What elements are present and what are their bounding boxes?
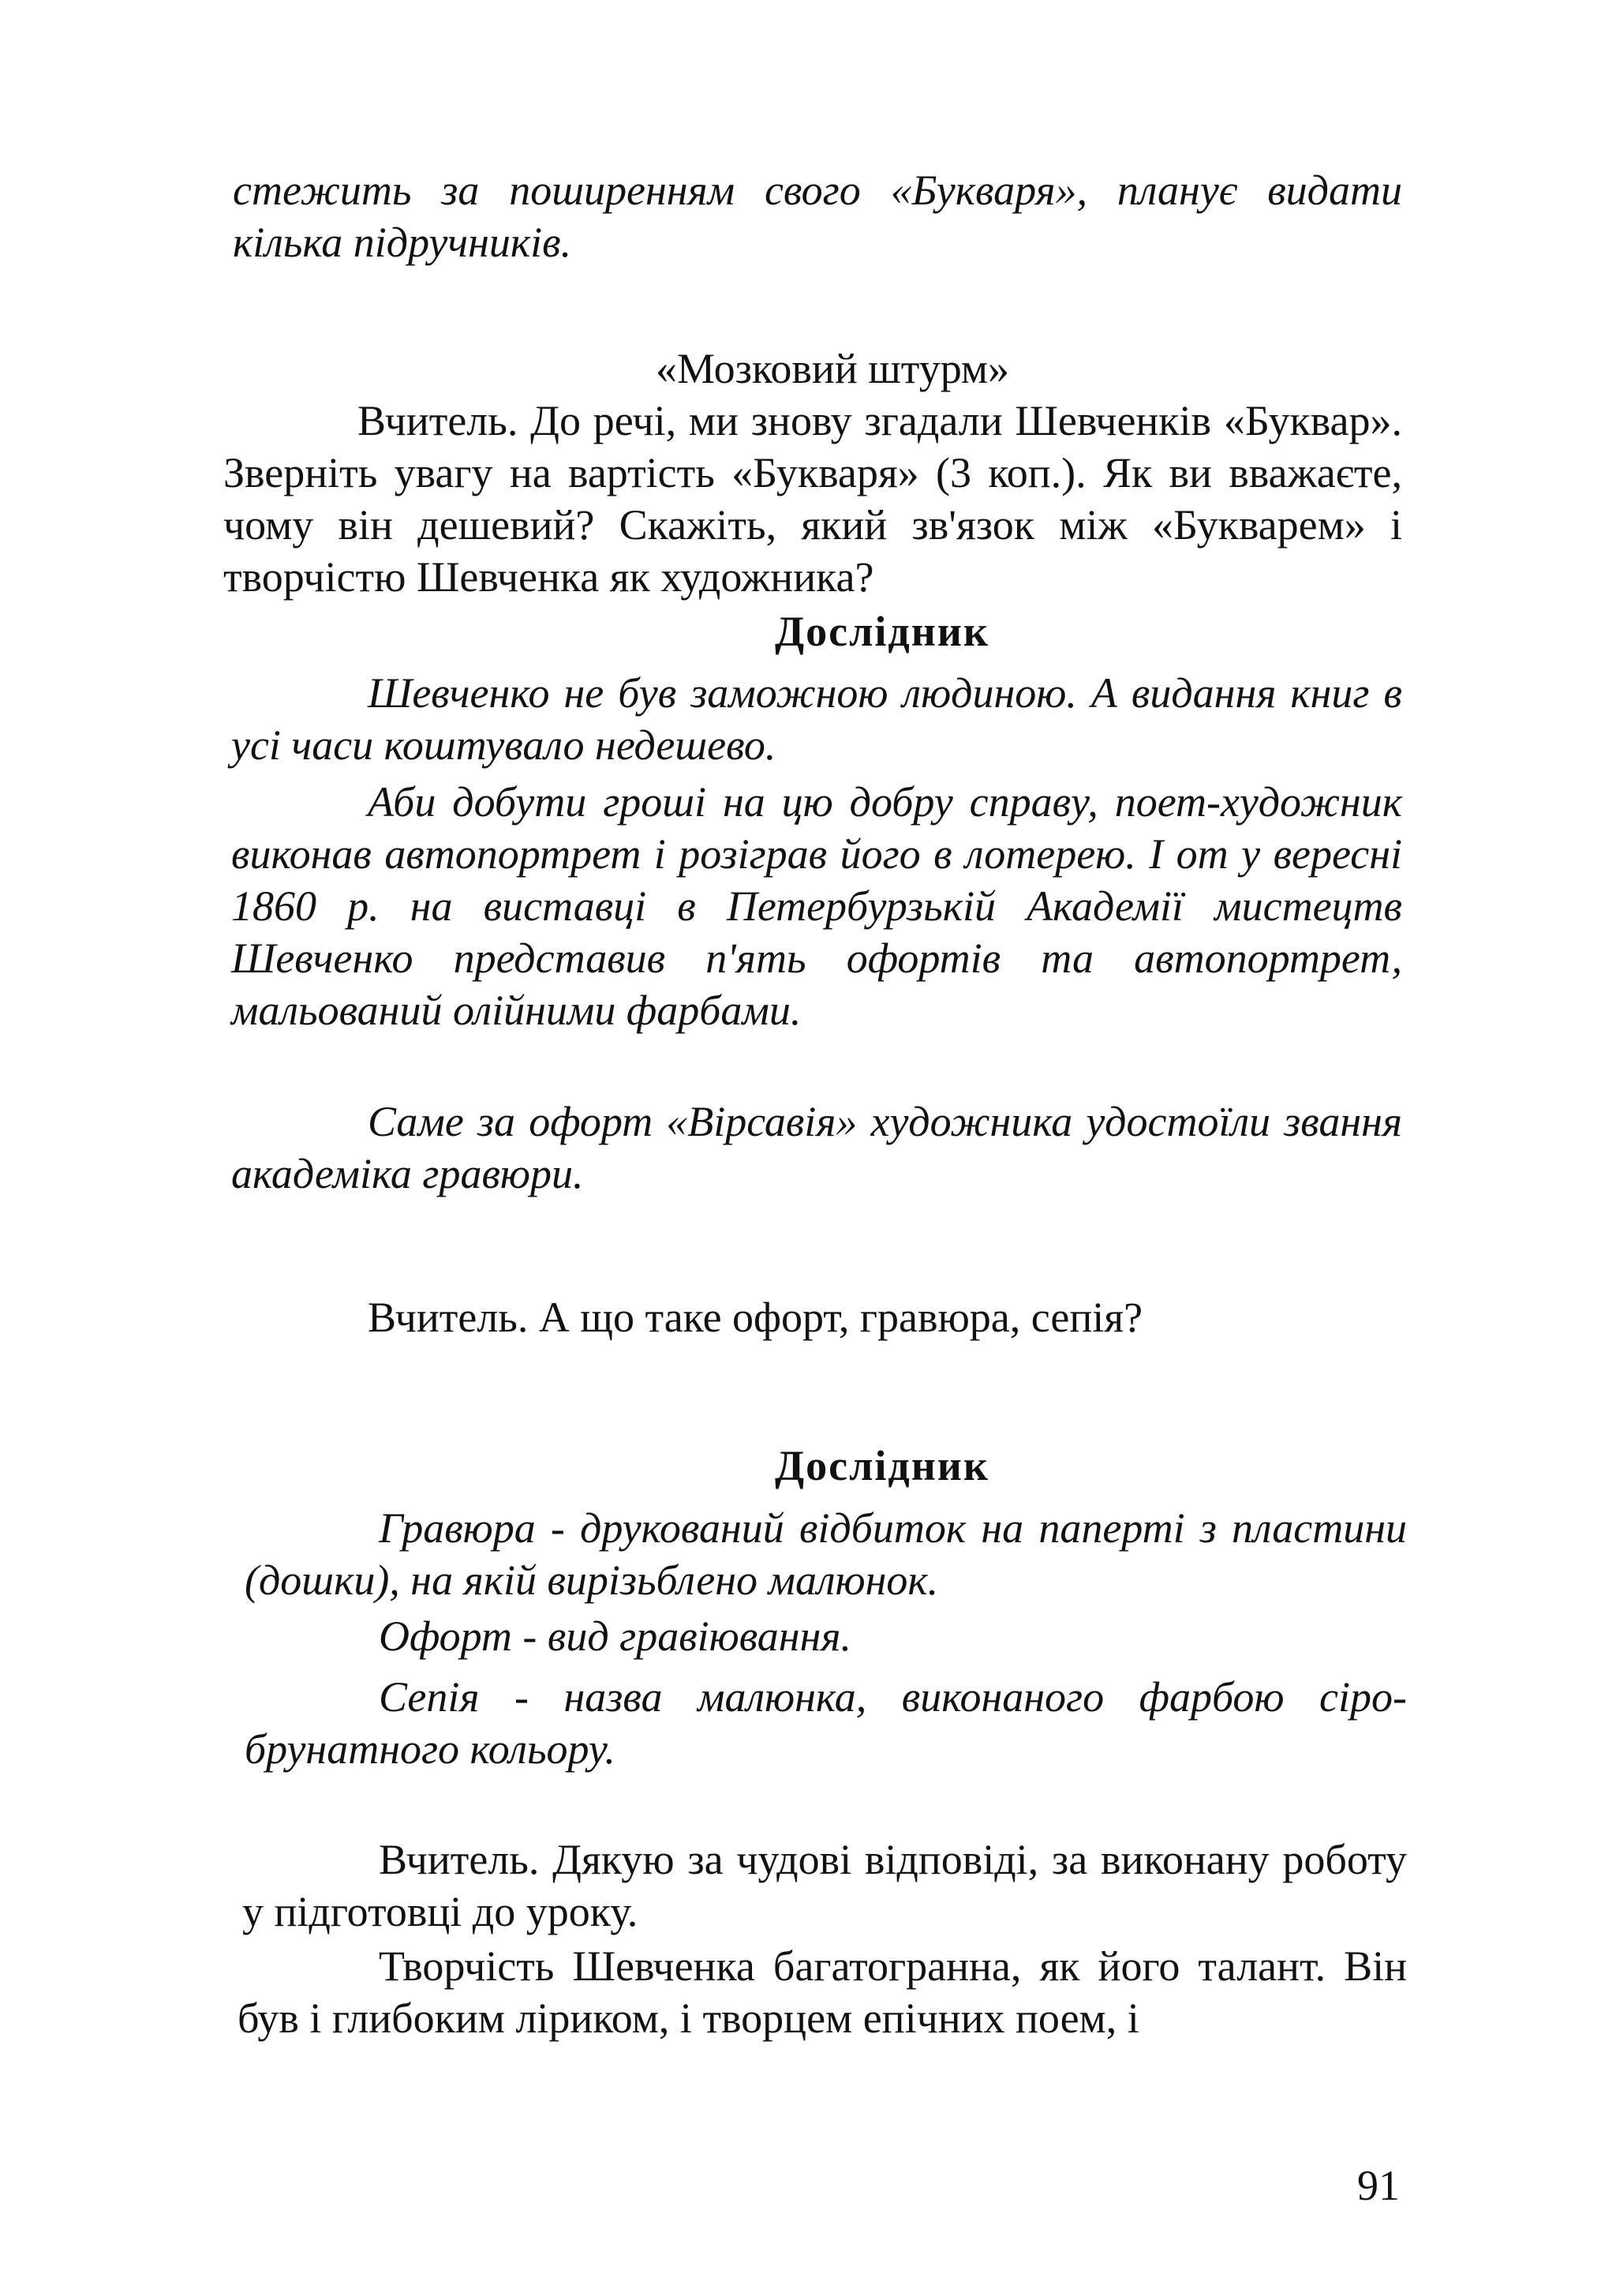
paragraph-continuation: стежить за поширенням свого «Букваря», планує видати кілька підручників.: [233, 167, 1402, 266]
researcher-1-paragraph-1: Шевченко не був заможною людиною. А видання книг в усі часи коштувало недешево.: [231, 669, 1402, 769]
researcher-label-1: Дослідник: [774, 608, 990, 655]
teacher-question-1: Вчитель. До речі, ми знову згадали Шевченків «Буквар». Зверніть увагу на вартість «Букваря» (3 коп.). Як ви вважаєте, чому він дешевий? Скажіть, який зв'язок між «Букварем» і творчістю Шевченка як художника?: [223, 397, 1402, 601]
researcher-2-paragraph-1: Гравюра - друкований відбиток на паперті з пластини (дошки), на якій вирізьблено малюнок.: [245, 1504, 1407, 1604]
brainstorm-title: «Мозковий штурм»: [655, 345, 1010, 392]
teacher-question-2: Вчитель. А що таке офорт, гравюра, сепія?: [368, 1294, 1143, 1341]
researcher-2-paragraph-2: Офорт - вид гравіювання.: [379, 1612, 851, 1660]
page-number: 91: [1357, 2162, 1400, 2209]
teacher-thanks-paragraph: Вчитель. Дякую за чудові відповіді, за виконану роботу у підготовці до уроку.: [242, 1836, 1407, 1935]
researcher-label-2: Дослідник: [774, 1442, 990, 1489]
closing-paragraph: Творчість Шевченка багатогранна, як його талант. Він був і глибоким ліриком, і творцем епічних поем, і: [238, 1942, 1407, 2042]
researcher-2-paragraph-3: Сепія - назва малюнка, виконаного фарбою сіро-брунатного кольору.: [245, 1673, 1407, 1773]
researcher-1-paragraph-2: Аби добути гроші на цю добру справу, поет-художник виконав автопортрет і розіграв його в лотерею. І от у вересні 1860 р. на виставці в Петербурзькій Академії мистецтв Шевченко представив п'ять офортів та автопортрет, мальований олійними фарбами.: [231, 778, 1402, 1034]
researcher-1-paragraph-3: Саме за офорт «Вірсавія» художника удостоїли звання академіка гравюри.: [231, 1098, 1402, 1197]
